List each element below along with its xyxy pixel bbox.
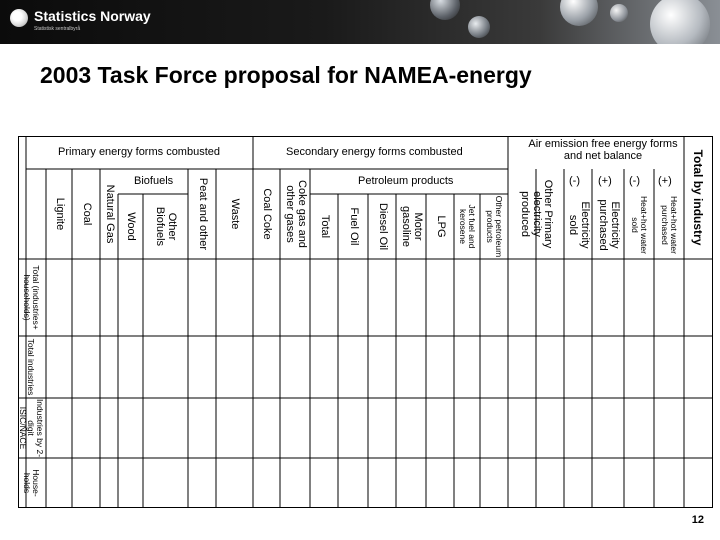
namea-energy-table [18, 136, 713, 508]
col-lpg: LPG [434, 215, 447, 238]
col-diesel-oil: Diesel Oil [376, 202, 389, 251]
subgroup-biofuels: Biofuels [134, 175, 174, 187]
subgroup-petroleum-products: Petroleum products [358, 175, 454, 187]
col-coal: Coal [80, 202, 93, 226]
sign-minus-electricity: (-) [569, 175, 580, 187]
col-coal-coke: Coal Coke [261, 188, 274, 240]
sign-plus-heat: (+) [658, 175, 672, 187]
decorative-orb [430, 0, 460, 20]
total-by-industry-header: Total by industry [690, 149, 705, 246]
header-banner [0, 0, 720, 44]
col-other-biofuels: Other Biofuels [154, 206, 179, 247]
page-number: 12 [691, 514, 704, 526]
slide-title: 2003 Task Force proposal for NAMEA-energy [40, 62, 532, 88]
col-heat-water-sold: Heat+hot water sold [630, 196, 649, 254]
decorative-orb [468, 16, 490, 38]
sign-plus-electricity: (+) [598, 175, 612, 187]
row-industries-2digit: Industries by 2-digit ISIC/NACE [17, 398, 46, 458]
decorative-orb [610, 4, 628, 22]
row-households: House- holds [22, 469, 41, 497]
brand-tagline: Statistisk sentralbyrå [34, 26, 81, 32]
brand-name: Statistics Norway [34, 8, 151, 24]
col-fuel-oil: Fuel Oil [347, 207, 360, 246]
decorative-orb [560, 0, 598, 26]
col-peat-and-other: Peat and other [196, 177, 209, 251]
row-total-industries-households: Total (industries+ households) [22, 265, 41, 330]
col-heat-water-purchased: Heat+hot water purchased [660, 196, 679, 254]
row-total-industries: Total industries [26, 338, 37, 396]
col-other-petroleum-products: Other petroleum products [485, 195, 504, 258]
col-natural-gas: Natural Gas [103, 184, 116, 244]
col-wood: Wood [125, 212, 138, 241]
logo-icon [10, 9, 28, 27]
col-coke-gas: Coke gas and other gases [284, 180, 308, 248]
group-primary-energy: Primary energy forms combusted [58, 146, 220, 158]
col-waste: Waste [229, 198, 242, 230]
col-total-petroleum: Total [318, 214, 331, 239]
col-electricity-sold: Electricity sold [567, 201, 591, 249]
col-lignite: Lignite [53, 197, 66, 231]
group-secondary-energy: Secondary energy forms combusted [286, 146, 463, 158]
col-other-primary-electricity: Other Primary electricity produced [519, 179, 555, 249]
col-jet-fuel-kerosene: Jet fuel and kerosene [458, 204, 477, 249]
sign-minus-heat: (-) [629, 175, 640, 187]
col-motor-gasoline: Motor gasoline [400, 206, 424, 247]
decorative-orb [650, 0, 710, 44]
col-electricity-purchased: Electricity purchased [597, 199, 621, 251]
group-air-emission-free: Air emission free energy forms and net balance [528, 138, 678, 162]
